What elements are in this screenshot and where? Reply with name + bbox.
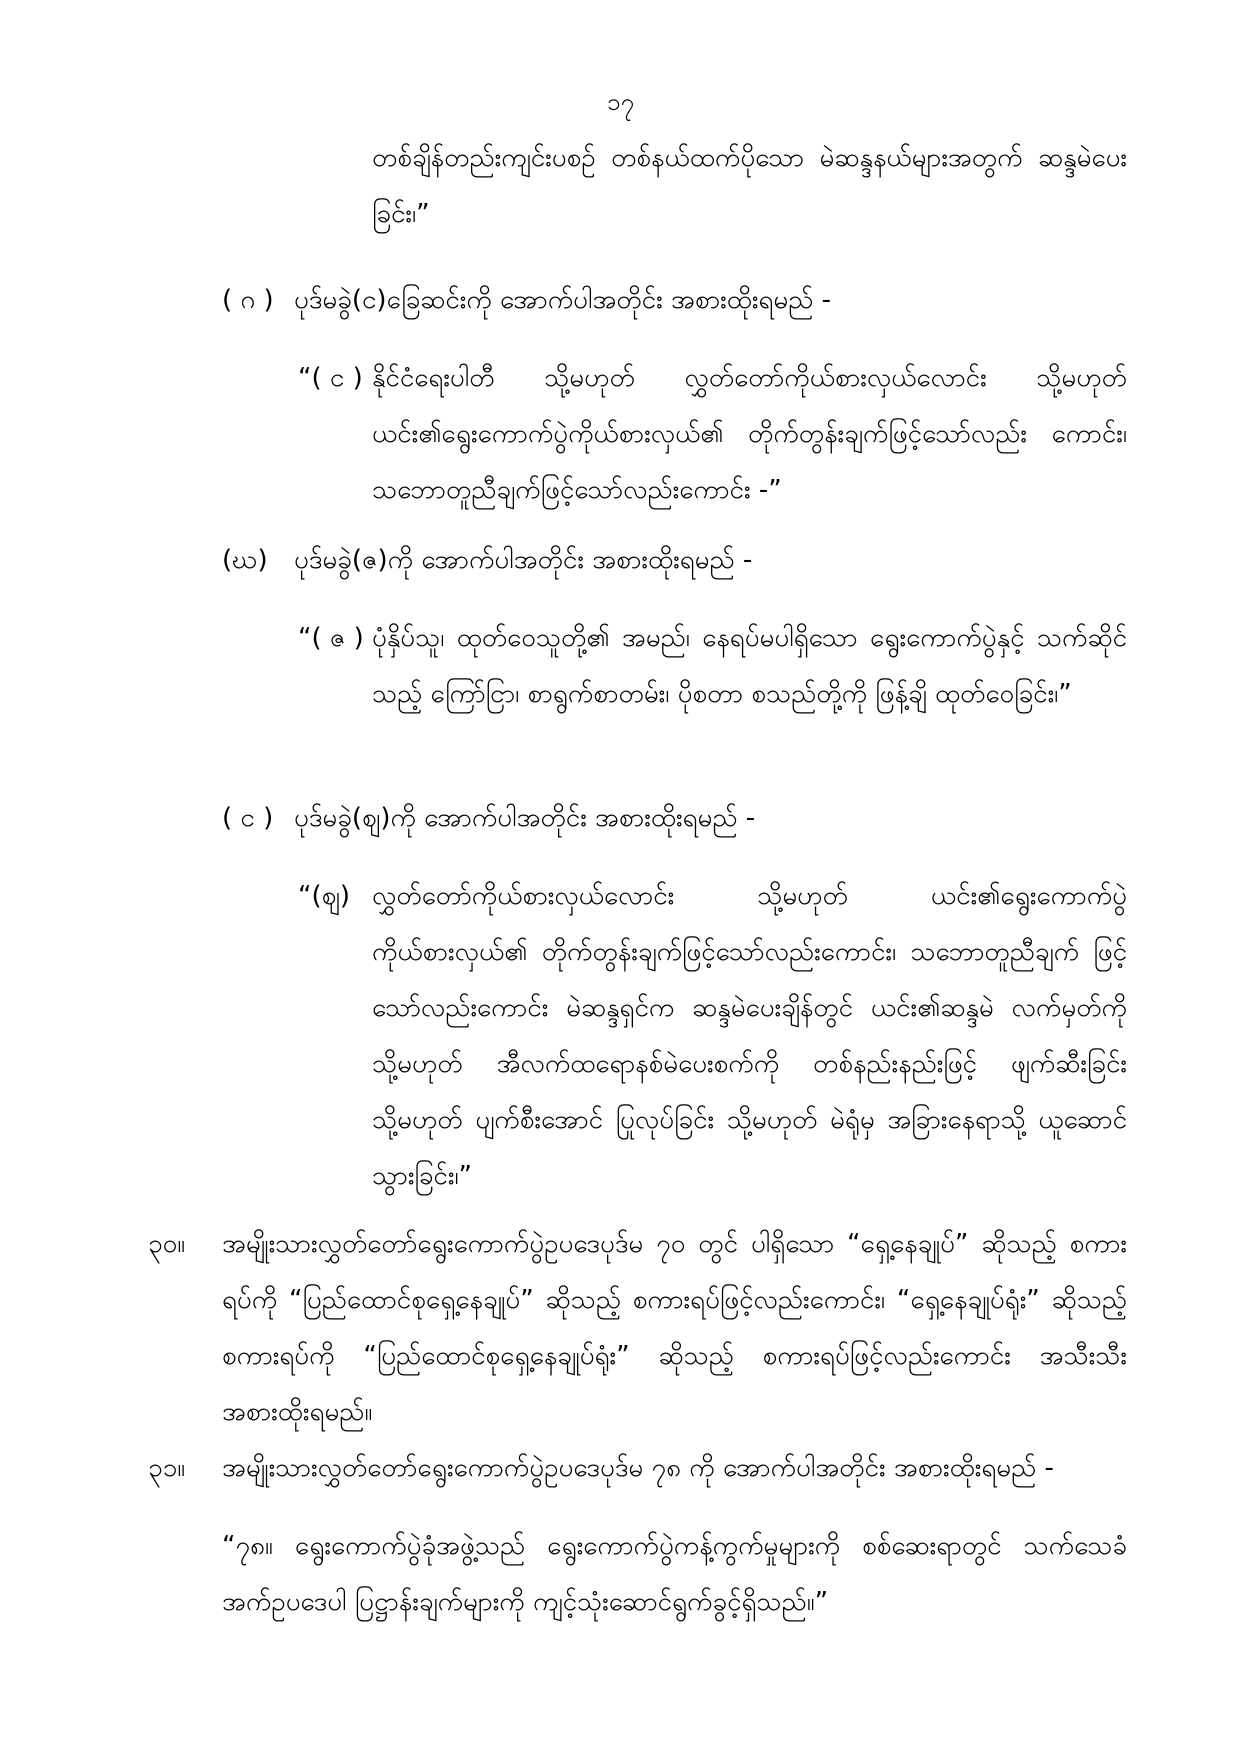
section-text: အမျိုးသားလွှတ်တော်ရွေးကောက်ပွဲဥပဒေပုဒ်မ ၇၀ တွင် ပါရှိသော “ရှေ့နေချုပ်” ဆိုသည့် စကားရပ်ကို “ပြည်ထောင်စုရှေ့နေချုပ်” ဆိုသည့် စကားရပ်ဖြင့်လည်းကောင်း၊ “ရှေ့နေချုပ်ရုံး” ဆိုသည့်စကားရပ်ကို “ပြည်ထောင်စုရှေ့နေချုပ်ရုံး” ဆိုသည့် စကားရပ်ဖြင့်လည်းကောင်း အသီးသီးအစားထိုးရမည်။ — [222, 1229, 1127, 1427]
item-marker: (ဃ) — [222, 545, 268, 575]
section-number: ၃၁။ — [148, 1453, 186, 1483]
item-instruction: ပုဒ်မခွဲ(င)ခြေဆင်းကို အောက်ပါအတိုင်း အစားထိုးရမည် - — [294, 285, 832, 315]
item-marker: ( င ) — [222, 803, 274, 833]
continuation-text: တစ်ချိန်တည်းကျင်းပစဉ် တစ်နယ်ထက်ပိုသော မဲဆန္ဒနယ်များအတွက် ဆန္ဒမဲပေးခြင်း၊” — [372, 143, 1127, 229]
section-21-quote — [222, 1518, 1127, 1630]
item-instruction: ပုဒ်မခွဲ(ဇ)ကို အောက်ပါအတိုင်း အစားထိုးရမည် - — [294, 545, 753, 575]
quote-marker: “( င ) — [298, 363, 363, 393]
quote-marker: “(ဈ) — [298, 881, 351, 911]
section-text: အမျိုးသားလွှတ်တော်ရွေးကောက်ပွဲဥပဒေပုဒ်မ ၇၈ ကို အောက်ပါအတိုင်း အစားထိုးရမည် - — [222, 1453, 1054, 1483]
section-21 — [148, 1440, 1127, 1496]
amendment-item-nga — [222, 790, 1127, 846]
continuation-paragraph — [372, 130, 1127, 242]
item-marker: ( ဂ ) — [222, 285, 274, 315]
quote-text: နိုင်ငံရေးပါတီ သို့မဟုတ် လွှတ်တော်ကိုယ်စားလှယ်လောင်း သို့မဟုတ် ယင်း၏ရွေးကောက်ပွဲကိုယ်စားလှယ်၏ တိုက်တွန်းချက်ဖြင့်သော်လည်း ကောင်း၊ သဘောတူညီချက်ဖြင့်သော်လည်းကောင်း -” — [372, 363, 1127, 505]
quote-marker: “( ဇ ) — [298, 623, 364, 653]
quoted-clause-za-kway — [298, 868, 1127, 1204]
section-20 — [148, 1216, 1127, 1440]
quote-text: လွှတ်တော်ကိုယ်စားလှယ်လောင်း သို့မဟုတ် ယင်း၏ရွေးကောက်ပွဲ ကိုယ်စားလှယ်၏ တိုက်တွန်းချက်ဖြင့်သော်လည်းကောင်း၊ သဘောတူညီချက် ဖြင့်သော်လည်းကောင်း မဲဆန္ဒရှင်က ဆန္ဒမဲပေးချိန်တွင် ယင်း၏ဆန္ဒမဲ လက်မှတ်ကို သို့မဟုတ် အီလက်ထရောနစ်မဲပေးစက်ကို တစ်နည်းနည်းဖြင့် ဖျက်ဆီးခြင်း သို့မဟုတ် ပျက်စီးအောင် ပြုလုပ်ခြင်း သို့မဟုတ် မဲရုံမှ အခြားနေရာသို့ ယူဆောင်သွားခြင်း၊” — [372, 881, 1127, 1191]
quoted-clause-nga — [298, 350, 1127, 518]
quote-text: ပုံနှိပ်သူ၊ ထုတ်ဝေသူတို့၏ အမည်၊ နေရပ်မပါရှိသော ရွေးကောက်ပွဲနှင့် သက်ဆိုင်သည့် ကြော်ငြာ၊ စာရွက်စာတမ်း၊ ပိုစတာ စသည်တို့ကို ဖြန့်ချိ ထုတ်ဝေခြင်း၊” — [372, 623, 1127, 709]
amendment-item-gha — [222, 532, 1127, 588]
quote-text: “၇၈။ ရွေးကောက်ပွဲခုံအဖွဲ့သည် ရွေးကောက်ပွဲကန့်ကွက်မှုများကို စစ်ဆေးရာတွင် သက်သေခံအက်ဥပဒေပါ ပြဋ္ဌာန်းချက်များကို ကျင့်သုံးဆောင်ရွက်ခွင့်ရှိသည်။” — [222, 1531, 1127, 1617]
section-number: ၃၀။ — [148, 1229, 186, 1259]
quoted-clause-za — [298, 610, 1127, 722]
item-instruction: ပုဒ်မခွဲ(ဈ)ကို အောက်ပါအတိုင်း အစားထိုးရမည် - — [294, 803, 756, 833]
amendment-item-ga — [222, 272, 1127, 328]
page-number: ၁၇ — [607, 88, 634, 116]
